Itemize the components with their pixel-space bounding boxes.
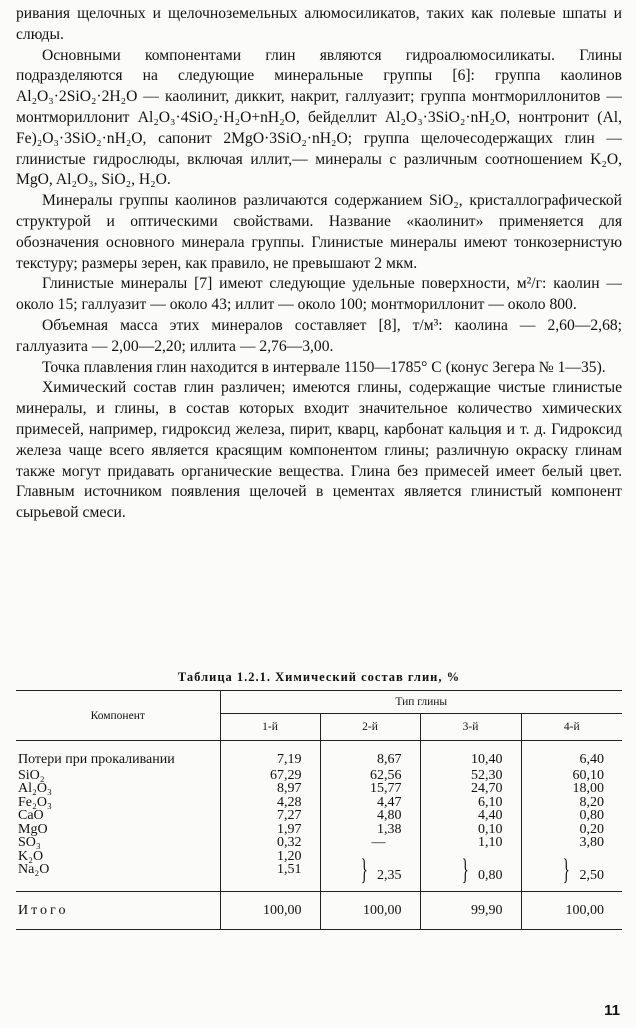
paragraph-4: Объемная масса этих минералов составляет [8], т/м³: каолина — 2,60—2,68; галлуазита — 2,00—2,20; иллита — 2,76—3,00.: [16, 316, 622, 355]
header-component: Компонент: [16, 691, 220, 741]
table-row: Потери при прокаливании 7,19 8,67 10,40 6,40: [16, 741, 622, 769]
table-row: SiO₂ 67,29 62,56 52,30 60,10: [18, 767, 604, 783]
header-type-1: 1-й: [220, 714, 320, 741]
brace-icon: }: [461, 853, 469, 886]
table-row-k2o: K₂O 1,20 } 2,35 } 0,80 } 2,50: [16, 850, 622, 864]
table-row: Fe₂O₃ 4,28 4,47 6,10 8,20: [18, 794, 604, 810]
paragraph-2: Минералы группы каолинов различаются содержанием SiO₂, кристаллографической структурой и оптическими свойствами. Название «каолинит» применяется для обозначения основного минерала группы. Глинистые минералы имеют тонкозернистую текстуру; размеры зерен, как правило, не превышают 2 мкм.: [16, 192, 622, 272]
table-row: MgO 1,97 1,38 0,10 0,20: [18, 821, 604, 837]
paragraph-1: Основными компонентами глин являются гидроалюмосиликаты. Глины подразделяются на следующие минеральные группы [6]: группа каолинов Al₂O₃·2SiO₂·2H₂O — каолинит, диккит, накрит, галлуазит; группа монтмориллонитов — монтмориллонит Al₂O₃·4SiO₂·H₂O+nH₂O, бейделлит Al₂O₃·3SiO₂·nH₂O, нонтронит (Al, Fe)₂O₃·3SiO₂·nH₂O, сапонит 2MgO·3SiO₂·nH₂O; группа щелочесодержащих глин — глинистые гидрослюды, включая иллит,— минералы с различным соотношением K₂O, MgO, Al₂O₃, SiO₂, H₂O.: [16, 46, 622, 189]
header-type-4: 4-й: [521, 714, 622, 741]
table-row: CaO 7,27 4,80 4,40 0,80: [18, 808, 604, 823]
document-page: [16, 4, 622, 918]
paragraph-0: ривания щелочных и щелочноземельных алюмосиликатов, таких как полевые шпаты и слюды.: [16, 5, 622, 43]
header-type: Тип глины: [220, 691, 622, 714]
table-row-na2o: Na₂O 1,51: [16, 863, 622, 891]
table-row: SO₃ 0,32 — 1,10 3,80: [18, 835, 604, 850]
table-total-row: Итого 100,00 100,00 99,90 100,00: [16, 891, 622, 930]
table-row: Al₂O₃ 8,97 15,77 24,70 18,00: [18, 781, 604, 796]
brace-icon: }: [360, 853, 368, 886]
header-type-3: 3-й: [420, 714, 521, 741]
paragraph-3: Глинистые минералы [7] имеют следующие удельные поверхности, м²/г: каолин — около 15; галлуазит — около 43; иллит — около 100; монтмориллонит — около 800.: [16, 275, 622, 314]
chemical-composition-table: [16, 690, 622, 930]
header-type-2: 2-й: [320, 714, 420, 741]
table-caption: Таблица 1.2.1. Химический состав глин, %: [177, 670, 461, 684]
paragraph-6: Химический состав глин различен; имеются глины, содержащие чистые глинистые минералы, и глины, в состав которых входит значительное количество химических примесей, например, гидроксид железа, пирит, кварц, карбонат кальция и т. д. Гидроксид железа чаще всего является красящим компонентом глины; различную окраску глинам также могут придавать органические вещества. Глина без примесей имеет белый цвет. Главным источником появления щелочей в цементах является глинистый компонент сырьевой смеси.: [16, 379, 622, 522]
page-number: 11: [604, 1002, 620, 1019]
brace-icon: }: [562, 853, 570, 886]
paragraph-5: Точка плавления глин находится в интервале 1150—1785° С (конус Зегера № 1—35).: [42, 358, 606, 376]
